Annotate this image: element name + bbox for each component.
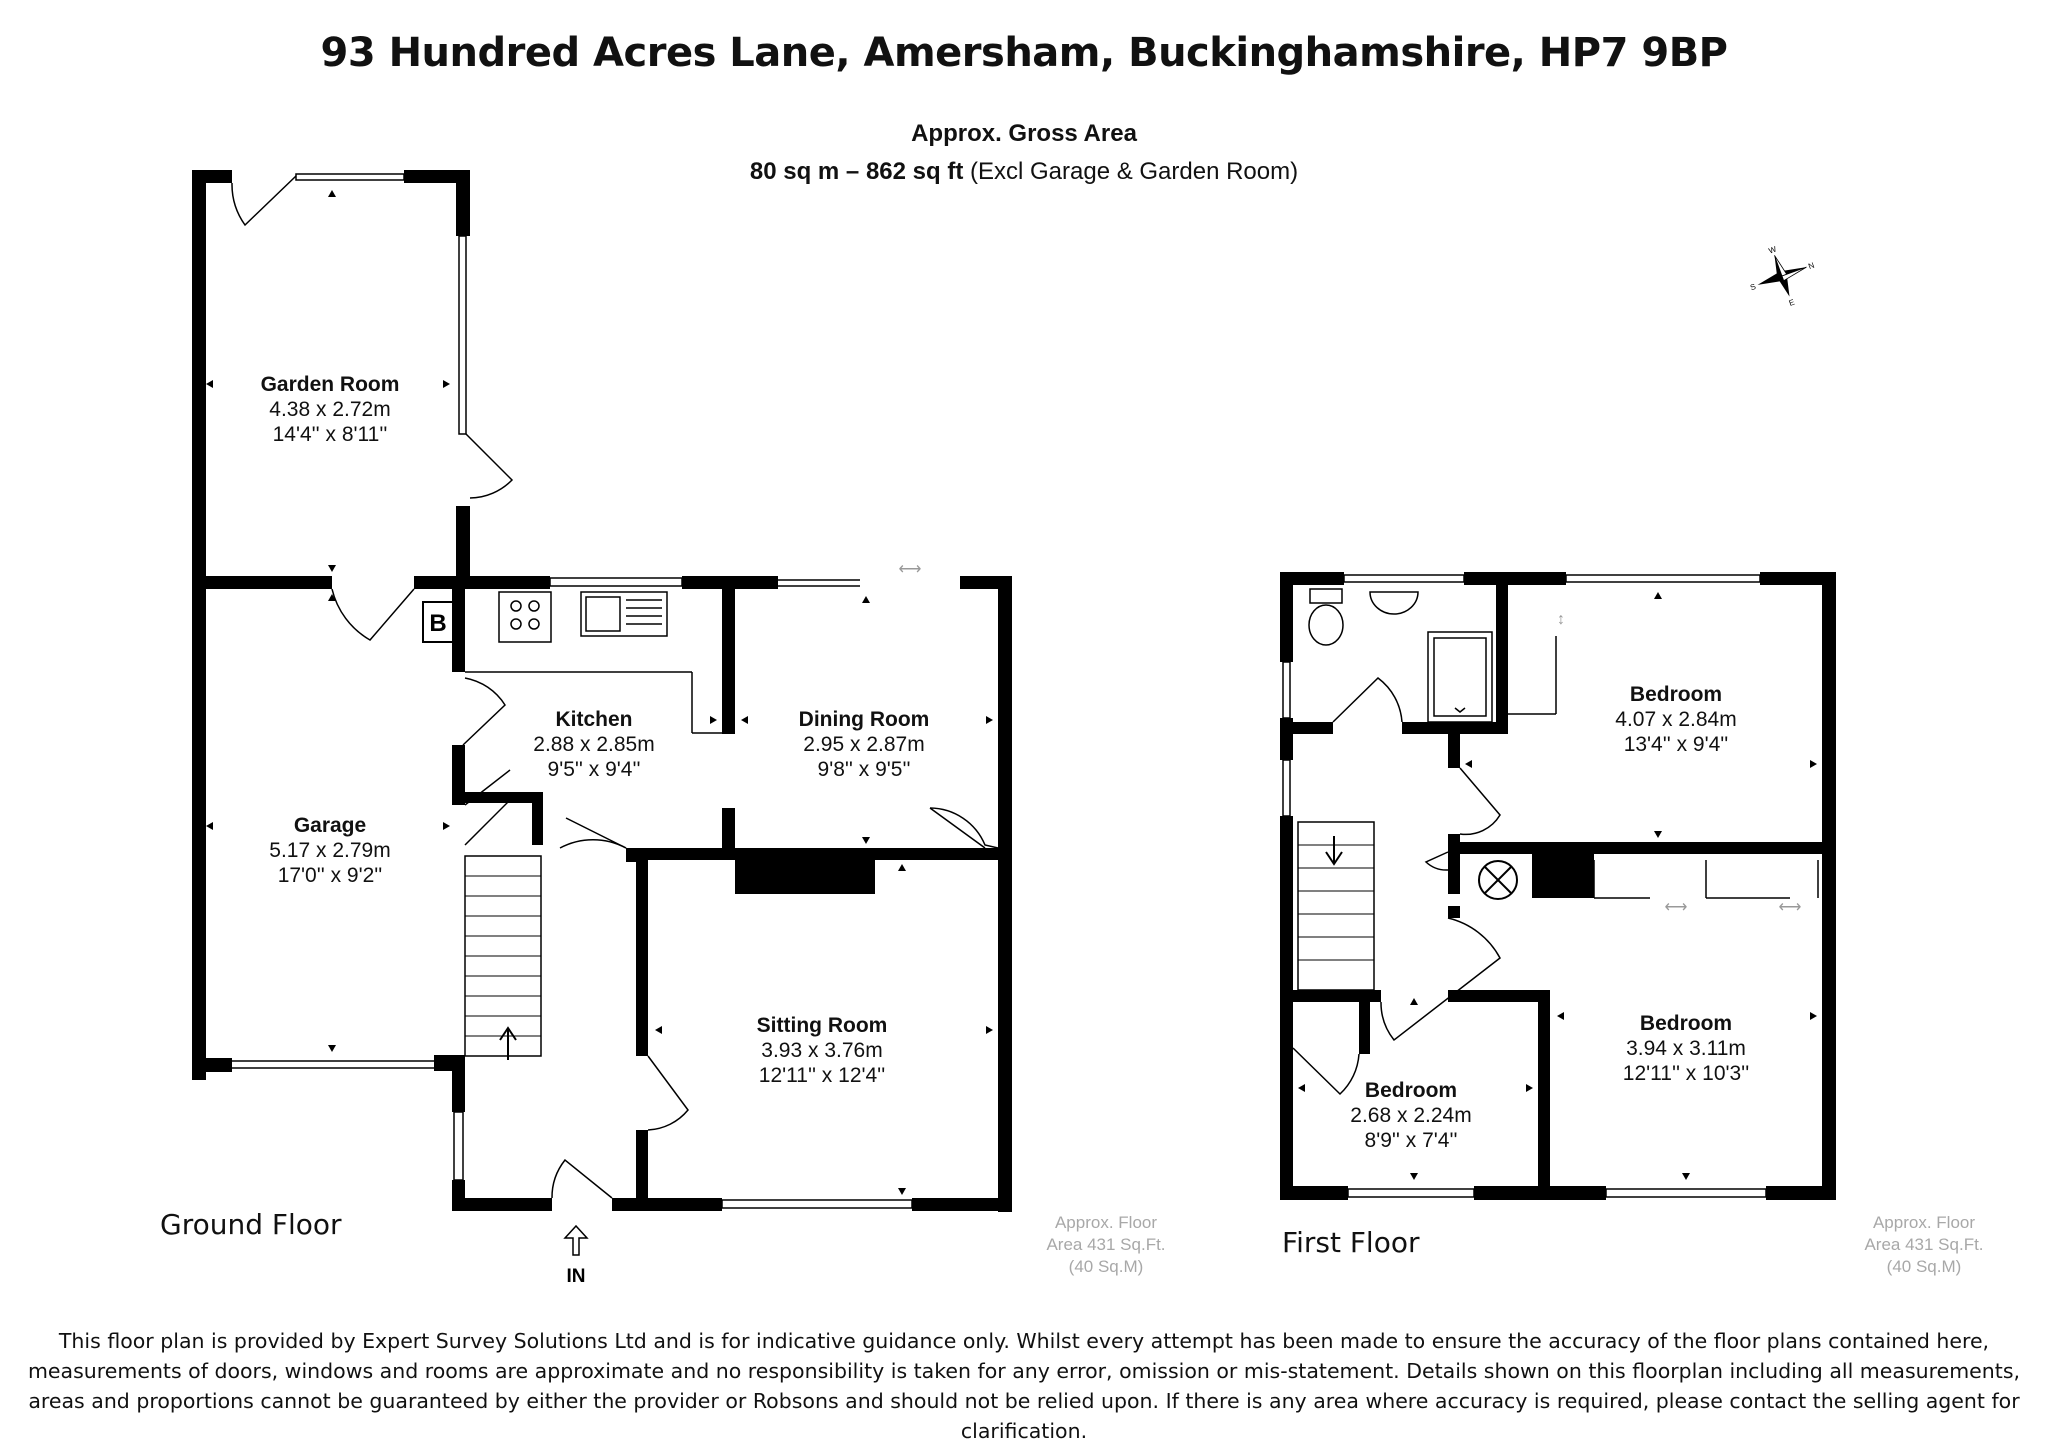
garden-door-swing	[232, 176, 296, 225]
window	[459, 236, 466, 434]
wall	[1766, 1186, 1836, 1200]
entrance-arrow-icon	[565, 1226, 587, 1255]
window	[550, 578, 682, 586]
gross-area-title: Approx. Gross Area	[911, 120, 1137, 147]
room-imperial: 12'11'' x 12'4''	[758, 1064, 886, 1087]
room-name: Bedroom	[1364, 1079, 1458, 1102]
compass-letter: S	[1748, 281, 1758, 293]
room-bedroom-3	[1350, 1079, 1471, 1152]
slide-arrow-icon: ⟷	[898, 561, 922, 578]
wall	[1532, 854, 1544, 898]
bathroom-door-swing	[1333, 678, 1402, 722]
room-bedroom-1	[1615, 683, 1736, 756]
wall	[1293, 722, 1333, 734]
slide-arrow-icon: ⟷	[1664, 899, 1688, 916]
wall	[1448, 990, 1550, 1002]
door-swing	[1460, 768, 1500, 834]
room-dining-room	[799, 708, 930, 781]
wall	[456, 170, 470, 236]
wall	[192, 1058, 232, 1072]
wall	[626, 848, 998, 860]
room-imperial: 12'11'' x 10'3''	[1622, 1062, 1750, 1085]
wall	[1293, 990, 1381, 1002]
room-metric: 4.07 x 2.84m	[1615, 708, 1737, 731]
wall	[454, 576, 550, 589]
approx-line: Area 431 Sq.Ft.	[1864, 1235, 1984, 1254]
wall	[636, 856, 648, 1056]
room-name: Sitting Room	[756, 1014, 888, 1037]
compass-letter: N	[1807, 260, 1816, 272]
window	[1344, 575, 1464, 582]
disclaimer-text: This floor plan is provided by Expert Survey Solutions Ltd and is for indicative guidance only. Whilst every attempt has been made to ensure the accuracy of the floor plans contained here, measurements of doors, windows and rooms are approximate and no responsibility is taken for any error, omission or mis-statement. Details shown on this floorplan including all measurements, areas and proportions cannot be guaranteed by either the provider or Robsons and should not be relied upon. If there is any area where accuracy is required, please contact the selling agent for clarification.	[27, 1329, 2021, 1443]
approx-line: (40 Sq.M)	[1886, 1257, 1962, 1276]
staircase	[1298, 822, 1374, 990]
wall	[192, 576, 332, 589]
room-metric: 2.68 x 2.24m	[1350, 1104, 1472, 1127]
door-swing	[463, 678, 505, 745]
compass-letter: W	[1767, 244, 1778, 256]
property-address: 93 Hundred Acres Lane, Amersham, Buckinghamshire, HP7 9BP	[320, 30, 1728, 76]
wall	[414, 576, 454, 589]
window	[1283, 760, 1290, 816]
wall	[1448, 852, 1460, 894]
garage-left-wall	[192, 170, 206, 1080]
compass-rose-icon	[1739, 234, 1825, 318]
room-name: Dining Room	[798, 708, 930, 731]
room-imperial: 9'8'' x 9'5''	[817, 758, 911, 781]
window	[1283, 662, 1290, 718]
wall	[1402, 722, 1508, 734]
room-imperial: 13'4'' x 9'4''	[1623, 733, 1729, 756]
door-swing	[332, 589, 414, 640]
room-imperial: 14'4'' x 8'11''	[272, 423, 388, 446]
wall	[452, 1055, 465, 1112]
room-name: Garage	[293, 814, 367, 837]
window	[1348, 1189, 1474, 1197]
approx-line: Approx. Floor	[1054, 1213, 1158, 1232]
slide-arrow-icon: ⟷	[1778, 899, 1802, 916]
wall	[1448, 734, 1460, 768]
door-swing	[1426, 852, 1448, 870]
room-garden-room	[261, 373, 400, 446]
wall	[452, 1198, 552, 1211]
window	[1566, 575, 1760, 582]
room-bedroom-2	[1623, 1012, 1749, 1085]
shower-drain	[1455, 708, 1465, 712]
front-door-swing	[552, 1160, 612, 1198]
wall	[1448, 842, 1836, 854]
wall	[998, 576, 1012, 1212]
room-imperial: 9'5'' x 9'4''	[547, 758, 641, 781]
sink-icon	[581, 592, 667, 636]
wall	[1538, 990, 1550, 1190]
wall	[682, 576, 778, 589]
wall	[912, 1198, 1012, 1211]
wall	[722, 589, 735, 734]
room-sitting-room	[757, 1014, 888, 1087]
hob-icon	[499, 592, 551, 642]
entrance-label: IN	[566, 1266, 586, 1287]
room-name: Garden Room	[260, 373, 400, 396]
first-floor-label: First Floor	[1282, 1226, 1420, 1259]
boiler-label: B	[429, 610, 447, 637]
ground-floor-approx-area	[1026, 1212, 1186, 1278]
room-metric: 2.88 x 2.85m	[533, 733, 655, 756]
shower-tray-inner	[1434, 638, 1486, 716]
shower-tray-icon	[1428, 632, 1492, 722]
wall	[1822, 572, 1836, 1200]
wall	[192, 170, 232, 183]
wall	[1280, 572, 1293, 662]
basin-icon	[1370, 592, 1418, 614]
wall	[456, 506, 470, 578]
room-name: Bedroom	[1639, 1012, 1733, 1035]
room-metric: 3.94 x 3.11m	[1626, 1037, 1746, 1060]
wall	[1280, 816, 1293, 1200]
room-name: Kitchen	[555, 708, 633, 731]
wall	[1496, 585, 1508, 733]
wall	[1542, 852, 1594, 898]
slide-arrow-icon: ↕	[1557, 611, 1565, 628]
toilet-cistern	[1310, 589, 1342, 603]
cupboard-door	[465, 800, 510, 845]
window	[1606, 1189, 1766, 1197]
ground-floor-plan	[192, 170, 1012, 1287]
wall	[1359, 1002, 1370, 1054]
ground-floor-label: Ground Floor	[160, 1208, 342, 1241]
door-swing	[648, 1056, 688, 1130]
window	[722, 1200, 912, 1208]
wall	[1280, 1186, 1348, 1200]
window	[454, 1112, 463, 1180]
first-floor-plan	[1280, 572, 1836, 1200]
compass-letter: E	[1787, 297, 1796, 308]
wall	[1464, 572, 1566, 585]
room-imperial: 8'9'' x 7'4''	[1364, 1129, 1458, 1152]
wall	[463, 792, 543, 803]
wall	[1448, 906, 1460, 918]
room-imperial: 17'0'' x 9'2''	[277, 864, 383, 887]
room-garage	[269, 814, 390, 887]
first-floor-approx-area	[1844, 1212, 2004, 1278]
door-swing	[1381, 918, 1500, 1040]
gross-area-note: (Excl Garage & Garden Room)	[969, 158, 1299, 185]
room-kitchen	[533, 708, 654, 781]
room-metric: 5.17 x 2.79m	[269, 839, 391, 862]
window	[296, 174, 404, 180]
wall	[612, 1198, 722, 1211]
door-swing	[930, 808, 998, 848]
door-swing	[566, 818, 626, 848]
approx-line: Area 431 Sq.Ft.	[1046, 1235, 1166, 1254]
door-swing	[930, 808, 985, 848]
room-metric: 4.38 x 2.72m	[269, 398, 391, 421]
room-name: Bedroom	[1629, 683, 1723, 706]
wall	[1280, 718, 1293, 760]
garden-side-door-swing	[466, 434, 512, 498]
approx-line: Approx. Floor	[1872, 1213, 1976, 1232]
toilet-icon	[1309, 605, 1343, 645]
chimney-breast	[735, 860, 875, 894]
approx-line: (40 Sq.M)	[1068, 1257, 1144, 1276]
wall	[532, 792, 543, 845]
room-metric: 3.93 x 3.76m	[761, 1039, 883, 1062]
room-metric: 2.95 x 2.87m	[803, 733, 925, 756]
wall	[722, 808, 735, 848]
gross-area-figures: 80 sq m – 862 sq ft	[749, 158, 964, 185]
